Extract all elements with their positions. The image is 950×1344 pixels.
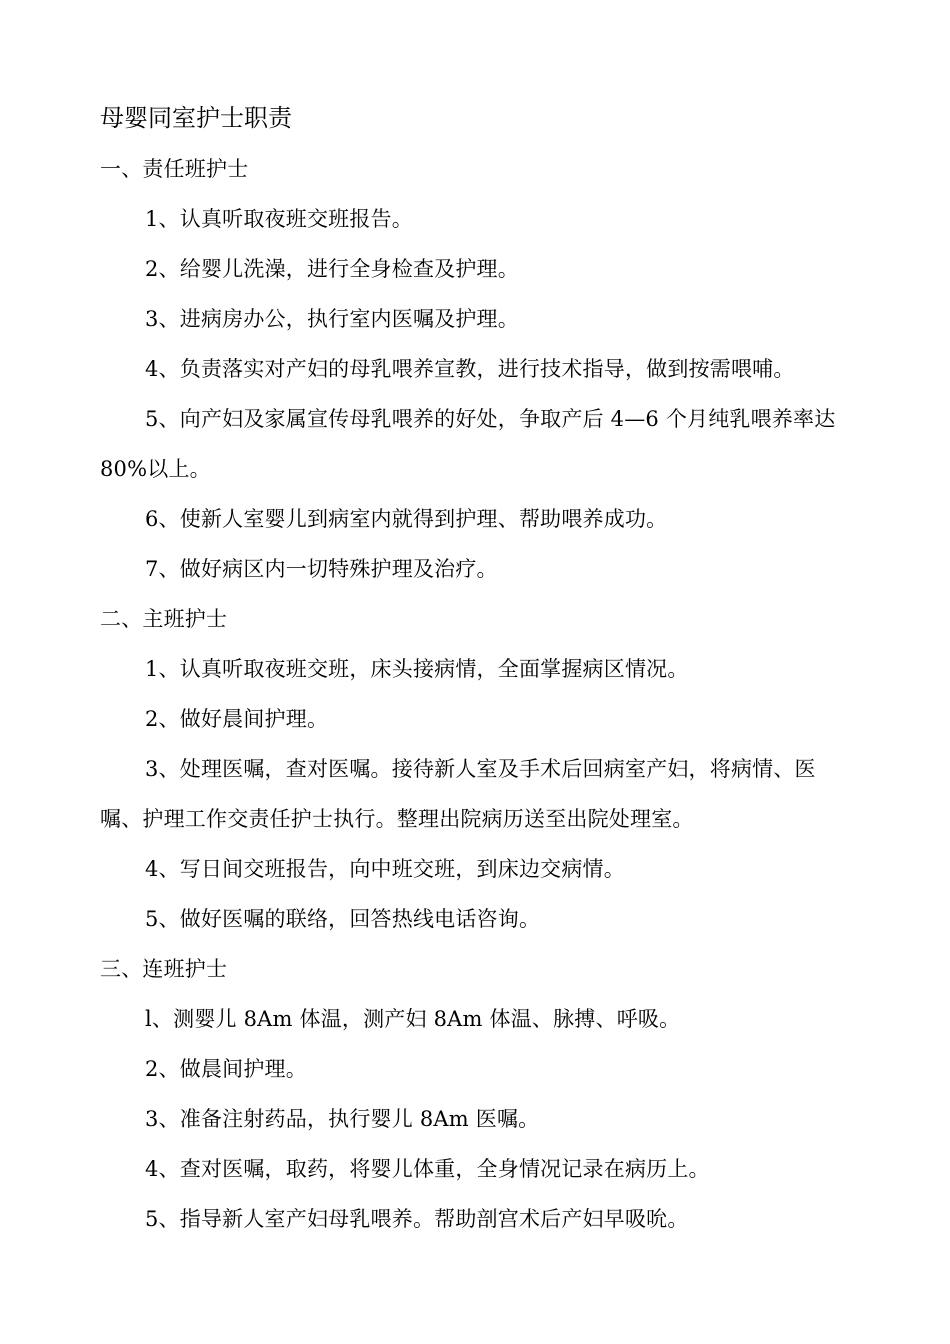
page-title: 母婴同室护士职责 [100,104,292,132]
list-item: 5、向产妇及家属宣传母乳喂养的好处，争取产后 4—6 个月纯乳喂养率达 [145,407,836,431]
list-item: 7、做好病区内一切特殊护理及治疗。 [145,557,498,581]
list-item: 6、使新人室婴儿到病室内就得到护理、帮助喂养成功。 [145,507,668,531]
list-item: l、测婴儿 8Am 体温，测产妇 8Am 体温、脉搏、呼吸。 [145,1007,681,1031]
list-item: 1、认真听取夜班交班报告。 [145,207,413,231]
list-item: 4、查对医嘱，取药，将婴儿体重，全身情况记录在病历上。 [145,1157,710,1181]
list-item: 4、负责落实对产妇的母乳喂养宣教，进行技术指导，做到按需喂哺。 [145,357,795,381]
list-item: 5、指导新人室产妇母乳喂养。帮助剖宫术后产妇早吸吮。 [145,1207,689,1231]
list-item: 1、认真听取夜班交班，床头接病情，全面掌握病区情况。 [145,657,689,681]
list-item: 2、做好晨间护理。 [145,707,329,731]
list-item-continuation: 80%以上。 [100,457,211,481]
section-heading-1: 一、责任班护士 [100,157,249,181]
list-item-continuation: 嘱、护理工作交责任护士执行。整理出院病历送至出院处理室。 [100,807,694,831]
list-item: 2、给婴儿洗澡，进行全身检查及护理。 [145,257,519,281]
list-item: 3、进病房办公，执行室内医嘱及护理。 [145,307,519,331]
list-item: 4、写日间交班报告，向中班交班，到床边交病情。 [145,857,625,881]
section-heading-2: 二、主班护士 [100,607,228,631]
list-item: 3、处理医嘱，查对医嘱。接待新人室及手术后回病室产妇，将病情、医 [145,757,816,781]
list-item: 2、做晨间护理。 [145,1057,307,1081]
list-item: 3、准备注射药品，执行婴儿 8Am 医嘱。 [145,1107,540,1131]
list-item: 5、做好医嘱的联络，回答热线电话咨询。 [145,907,541,931]
section-heading-3: 三、连班护士 [100,957,228,981]
